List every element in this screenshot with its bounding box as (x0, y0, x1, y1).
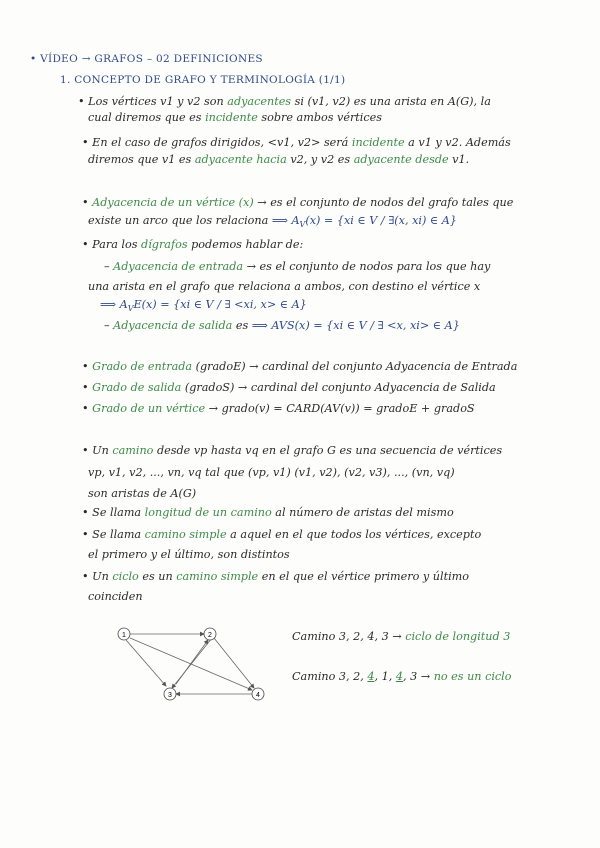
note-line: son aristas de A(G) (88, 487, 197, 500)
section-title: • VÍDEO → GRAFOS – 02 DEFINICIONES (30, 53, 263, 65)
graph-node (204, 628, 216, 640)
note-line: • Los vértices v1 y v2 son adyacentes si (v1, v2) es una arista en A(G), la (78, 95, 491, 108)
note-line: coinciden (88, 590, 143, 603)
graph-edge (176, 640, 208, 684)
svg-text:1: 1 (122, 632, 126, 639)
note-line: • Grado de un vértice → grado(v) = CARD(AV(v)) = gradoE + gradoS (82, 402, 475, 415)
subsection-title: 1. CONCEPTO DE GRAFO Y TERMINOLOGÍA (1/1) (60, 74, 346, 86)
note-line: ⟹ $A_VE(x) = \{xi$ ∈ V / ∃ <xi, x> ∈ A} (100, 298, 307, 314)
note-line: • Se llama camino simple a aquel en el que todos los vértices, excepto (82, 528, 482, 541)
example-line: Camino 3, 2, 4, 3 → ciclo de longitud 3 (292, 630, 511, 643)
note-line: • Grado de entrada (gradoE) → cardinal del conjunto Adyacencia de Entrada (82, 360, 518, 373)
note-line: • Grado de salida (gradoS) → cardinal del conjunto Adyacencia de Salida (82, 381, 496, 394)
note-line: diremos que v1 es adyacente hacia v2, y v2 es adyacente desde v1. (88, 153, 470, 166)
note-line: • Un ciclo es un camino simple en el que el vértice primero y último (82, 570, 470, 583)
graph-node (164, 688, 176, 700)
svg-text:3: 3 (168, 692, 172, 699)
note-line: • En el caso de grafos dirigidos, <v1, v2> será incidente a v1 y v2. Además (82, 136, 511, 149)
note-line: el primero y el último, son distintos (88, 548, 290, 561)
svg-text:2: 2 (208, 632, 212, 639)
svg-text:4: 4 (256, 692, 260, 699)
note-line: – Adyacencia de salida es ⟹ AVS(x) = {xi ∈ V / ∃ <x, xi> ∈ A} (104, 319, 460, 332)
note-line: • Para los dígrafos podemos hablar de: (82, 238, 304, 251)
graph-edge (172, 638, 212, 688)
graph-node (252, 688, 264, 700)
note-line: existe un arco que los relaciona ⟹ $A_V(x) = \{xi$ ∈ V / ∃(x, xi) ∈ A} (88, 214, 457, 230)
graph-edge (126, 640, 166, 686)
note-line: una arista en el grafo que relaciona a ambos, con destino el vértice x (88, 280, 481, 293)
graph-diagram (110, 616, 270, 706)
note-line: vp, v1, v2, ..., vn, vq tal que (vp, v1) (v1, v2), (v2, v3), ..., (vn, vq) (88, 466, 455, 479)
note-line: – Adyacencia de entrada → es el conjunto de nodos para los que hay (104, 260, 491, 273)
example-line: Camino 3, 2, 4, 1, 4, 3 → no es un ciclo (292, 670, 512, 683)
graph-node (118, 628, 130, 640)
note-line: • Se llama longitud de un camino al número de aristas del mismo (82, 506, 454, 519)
graph-edge (214, 638, 254, 688)
note-line: • Adyacencia de un vértice (x) → es el conjunto de nodos del grafo tales que (82, 196, 514, 209)
note-line: cual diremos que es incidente sobre ambos vértices (88, 111, 383, 124)
note-line: • Un camino desde vp hasta vq en el grafo G es una secuencia de vértices (82, 444, 503, 457)
